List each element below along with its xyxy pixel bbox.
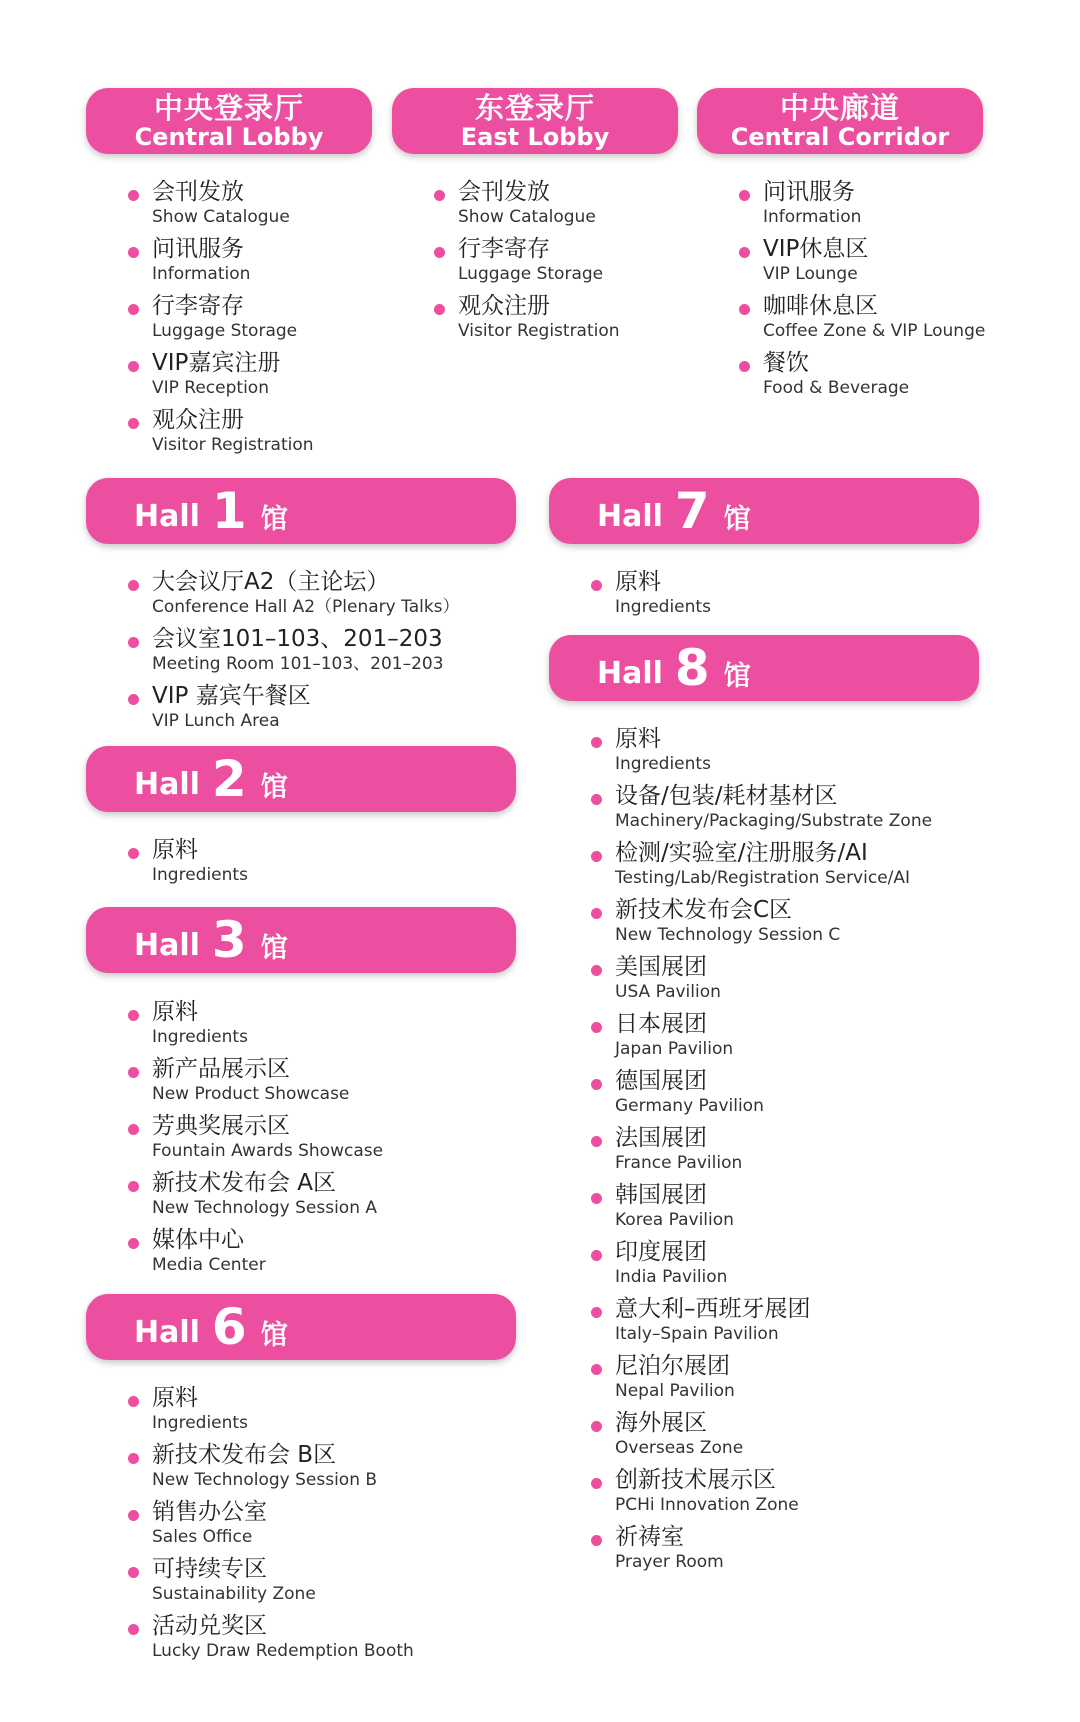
item-label-zh: 媒体中心 (152, 1227, 244, 1253)
hall-word: Hall (134, 766, 200, 802)
list-item (591, 1295, 932, 1352)
list-item (128, 1169, 383, 1226)
bullet-dot (128, 1624, 139, 1635)
hall-2-header (86, 746, 516, 812)
item-label-zh: 新产品展示区 (152, 1056, 290, 1082)
item-label-en: India Pavilion (615, 1267, 728, 1287)
bullet-dot (739, 247, 750, 258)
list-item (739, 349, 985, 406)
item-label-zh: 问讯服务 (763, 179, 855, 205)
hall-number: 7 (674, 482, 710, 540)
item-label-zh: 销售办公室 (152, 1499, 267, 1525)
item-label-en: Italy–Spain Pavilion (615, 1324, 779, 1344)
item-label-en: Show Catalogue (458, 207, 596, 227)
item-label-en: Sales Office (152, 1527, 253, 1547)
item-label-zh: 原料 (152, 837, 198, 863)
bullet-dot (591, 1136, 602, 1147)
bullet-dot (434, 304, 445, 315)
list-item (739, 292, 985, 349)
bullet-dot (128, 848, 139, 859)
item-label-zh: 芳典奖展示区 (152, 1113, 290, 1139)
item-label-zh: 意大利–西班牙展团 (615, 1296, 811, 1322)
item-label-zh: 行李寄存 (152, 293, 244, 319)
item-label-en: New Technology Session A (152, 1198, 378, 1218)
east-lobby-header (392, 88, 678, 154)
item-label-en: Ingredients (152, 1027, 248, 1047)
hall-7-list (591, 568, 711, 625)
central-lobby-header (86, 88, 372, 154)
hall-3-list (128, 998, 383, 1283)
bullet-dot (128, 1453, 139, 1464)
item-label-zh: VIP嘉宾注册 (152, 350, 281, 376)
item-label-zh: 法国展团 (615, 1125, 707, 1151)
bullet-dot (128, 1010, 139, 1021)
hall-2-list (128, 836, 248, 893)
list-item (128, 836, 248, 893)
item-label-en: Show Catalogue (152, 207, 290, 227)
east-lobby-title-en: East Lobby (460, 122, 610, 151)
item-label-zh: 创新技术展示区 (615, 1467, 776, 1493)
item-label-zh: 设备/包装/耗材基材区 (615, 783, 838, 809)
item-label-en: Visitor Registration (152, 435, 314, 455)
item-label-zh: 原料 (152, 999, 198, 1025)
list-item (128, 292, 314, 349)
item-label-zh: 祈祷室 (615, 1524, 684, 1550)
bullet-dot (128, 304, 139, 315)
bullet-dot (591, 1421, 602, 1432)
bullet-dot (591, 794, 602, 805)
item-label-zh: 新技术发布会 A区 (152, 1170, 337, 1196)
hall-cn-label: 馆 (260, 771, 288, 803)
list-item (434, 292, 620, 349)
hall-number: 8 (674, 639, 710, 697)
hall-1-list (128, 568, 460, 739)
bullet-dot (128, 1067, 139, 1078)
list-item (128, 1055, 383, 1112)
list-item (128, 998, 383, 1055)
list-item (128, 406, 314, 463)
item-label-zh: 美国展团 (615, 954, 707, 980)
item-label-en: Coffee Zone & VIP Lounge (763, 321, 986, 341)
item-label-en: VIP Lounge (763, 264, 858, 284)
item-label-en: Prayer Room (615, 1552, 724, 1572)
bullet-dot (591, 737, 602, 748)
central-lobby-title-en: Central Lobby (134, 122, 324, 151)
bullet-dot (591, 1478, 602, 1489)
item-label-zh: VIP 嘉宾午餐区 (152, 683, 311, 709)
hall-word: Hall (597, 655, 663, 691)
bullet-dot (591, 1193, 602, 1204)
central-corridor-header (697, 88, 983, 154)
list-item (591, 896, 932, 953)
central-corridor-list (739, 178, 985, 406)
item-label-zh: VIP休息区 (763, 236, 869, 262)
item-label-zh: 问讯服务 (152, 236, 244, 262)
hall-cn-label: 馆 (723, 503, 751, 535)
hall-7-header (549, 478, 979, 544)
item-label-en: Germany Pavilion (615, 1096, 764, 1116)
bullet-dot (128, 418, 139, 429)
item-label-en: VIP Lunch Area (152, 711, 280, 731)
item-label-zh: 会刊发放 (152, 179, 244, 205)
item-label-en: Ingredients (615, 597, 711, 617)
list-item (739, 235, 985, 292)
item-label-en: Luggage Storage (458, 264, 604, 284)
item-label-en: Japan Pavilion (615, 1039, 734, 1059)
item-label-zh: 德国展团 (615, 1068, 707, 1094)
item-label-en: Fountain Awards Showcase (152, 1141, 384, 1161)
list-item (128, 1441, 414, 1498)
item-label-zh: 原料 (615, 569, 661, 595)
hall-cn-label: 馆 (260, 1319, 288, 1351)
central-corridor-title-en: Central Corridor (730, 122, 950, 151)
bullet-dot (128, 247, 139, 258)
bullet-dot (591, 1535, 602, 1546)
list-item (591, 1238, 932, 1295)
list-item (739, 178, 985, 235)
hall-number: 3 (211, 911, 247, 969)
item-label-en: New Technology Session C (615, 925, 841, 945)
list-item (591, 1124, 932, 1181)
bullet-dot (128, 361, 139, 372)
bullet-dot (128, 1510, 139, 1521)
list-item (128, 235, 314, 292)
item-label-zh: 行李寄存 (458, 236, 550, 262)
item-label-en: Korea Pavilion (615, 1210, 734, 1230)
bullet-dot (128, 1396, 139, 1407)
item-label-zh: 咖啡休息区 (763, 293, 878, 319)
item-label-en: Overseas Zone (615, 1438, 744, 1458)
item-label-zh: 大会议厅A2（主论坛） (152, 569, 390, 595)
hall-number: 6 (211, 1298, 247, 1356)
bullet-dot (591, 1307, 602, 1318)
bullet-dot (128, 1567, 139, 1578)
hall-number: 1 (211, 482, 247, 540)
east-lobby-title-cn: 东登录厅 (474, 90, 595, 125)
item-label-en: VIP Reception (152, 378, 269, 398)
list-item (591, 1409, 932, 1466)
item-label-zh: 可持续专区 (152, 1556, 267, 1582)
item-label-zh: 餐饮 (763, 350, 809, 376)
bullet-dot (591, 1364, 602, 1375)
hall-6-header (86, 1294, 516, 1360)
hall-number: 2 (211, 750, 247, 808)
list-item (434, 235, 620, 292)
hall-word: Hall (597, 498, 663, 534)
list-item (128, 178, 314, 235)
hall-word: Hall (134, 1314, 200, 1350)
item-label-en: Ingredients (152, 1413, 248, 1433)
list-item (128, 1226, 383, 1283)
list-item (128, 682, 460, 739)
bullet-dot (128, 637, 139, 648)
item-label-en: Information (152, 264, 251, 284)
item-label-en: Luggage Storage (152, 321, 298, 341)
item-label-en: New Product Showcase (152, 1084, 350, 1104)
list-item (128, 625, 460, 682)
item-label-en: Information (763, 207, 862, 227)
hall-cn-label: 馆 (260, 932, 288, 964)
bullet-dot (128, 1124, 139, 1135)
item-label-en: New Technology Session B (152, 1470, 378, 1490)
hall-3-header (86, 907, 516, 973)
item-label-zh: 检测/实验室/注册服务/AI (615, 840, 868, 866)
hall-word: Hall (134, 927, 200, 963)
hall-cn-label: 馆 (723, 660, 751, 692)
bullet-dot (591, 851, 602, 862)
list-item (591, 725, 932, 782)
central-lobby-title-cn: 中央登录厅 (153, 90, 304, 125)
list-item (128, 1555, 414, 1612)
bullet-dot (128, 1181, 139, 1192)
list-item (591, 782, 932, 839)
item-label-en: USA Pavilion (615, 982, 721, 1002)
item-label-zh: 日本展团 (615, 1011, 707, 1037)
hall-6-list (128, 1384, 414, 1669)
item-label-zh: 会议室101–103、201–203 (152, 626, 443, 652)
bullet-dot (739, 190, 750, 201)
list-item (591, 1466, 932, 1523)
item-label-en: Machinery/Packaging/Substrate Zone (615, 811, 933, 831)
central-corridor-title-cn: 中央廊道 (779, 90, 900, 125)
bullet-dot (128, 694, 139, 705)
item-label-zh: 海外展区 (615, 1410, 707, 1436)
bullet-dot (739, 304, 750, 315)
item-label-en: Sustainability Zone (152, 1584, 316, 1604)
list-item (591, 1352, 932, 1409)
item-label-en: France Pavilion (615, 1153, 743, 1173)
bullet-dot (128, 580, 139, 591)
item-label-zh: 印度展团 (615, 1239, 707, 1265)
bullet-dot (434, 247, 445, 258)
item-label-en: Conference Hall A2（Plenary Talks） (152, 597, 460, 617)
list-item (128, 1112, 383, 1169)
item-label-en: Ingredients (615, 754, 711, 774)
item-label-en: Visitor Registration (458, 321, 620, 341)
list-item (591, 568, 711, 625)
bullet-dot (591, 1022, 602, 1033)
east-lobby-list (434, 178, 620, 349)
bullet-dot (591, 580, 602, 591)
bullet-dot (591, 908, 602, 919)
central-lobby-list (128, 178, 314, 463)
bullet-dot (591, 1079, 602, 1090)
list-item (591, 1067, 932, 1124)
list-item (591, 839, 932, 896)
bullet-dot (591, 965, 602, 976)
item-label-zh: 观众注册 (152, 407, 244, 433)
item-label-en: Lucky Draw Redemption Booth (152, 1641, 414, 1661)
item-label-en: Media Center (152, 1255, 266, 1275)
hall-8-header (549, 635, 979, 701)
list-item (128, 1612, 414, 1669)
list-item (591, 953, 932, 1010)
list-item (128, 1498, 414, 1555)
item-label-zh: 韩国展团 (615, 1182, 707, 1208)
item-label-zh: 原料 (152, 1385, 198, 1411)
bullet-dot (434, 190, 445, 201)
hall-8-list (591, 725, 932, 1580)
item-label-zh: 新技术发布会 B区 (152, 1442, 337, 1468)
item-label-zh: 活动兑奖区 (152, 1613, 267, 1639)
bullet-dot (128, 190, 139, 201)
item-label-en: Food & Beverage (763, 378, 910, 398)
list-item (591, 1523, 932, 1580)
list-item (591, 1010, 932, 1067)
list-item (128, 568, 460, 625)
list-item (128, 1384, 414, 1441)
item-label-zh: 原料 (615, 726, 661, 752)
list-item (591, 1181, 932, 1238)
item-label-zh: 观众注册 (458, 293, 550, 319)
hall-1-header (86, 478, 516, 544)
item-label-en: Nepal Pavilion (615, 1381, 735, 1401)
item-label-en: Testing/Lab/Registration Service/AI (615, 868, 911, 888)
item-label-zh: 新技术发布会C区 (615, 897, 793, 923)
item-label-en: PCHi Innovation Zone (615, 1495, 799, 1515)
item-label-en: Ingredients (152, 865, 248, 885)
list-item (434, 178, 620, 235)
bullet-dot (128, 1238, 139, 1249)
list-item (128, 349, 314, 406)
bullet-dot (591, 1250, 602, 1261)
item-label-zh: 尼泊尔展团 (615, 1353, 730, 1379)
hall-word: Hall (134, 498, 200, 534)
bullet-dot (739, 361, 750, 372)
item-label-zh: 会刊发放 (458, 179, 550, 205)
hall-cn-label: 馆 (260, 503, 288, 535)
item-label-en: Meeting Room 101–103、201–203 (152, 654, 444, 674)
